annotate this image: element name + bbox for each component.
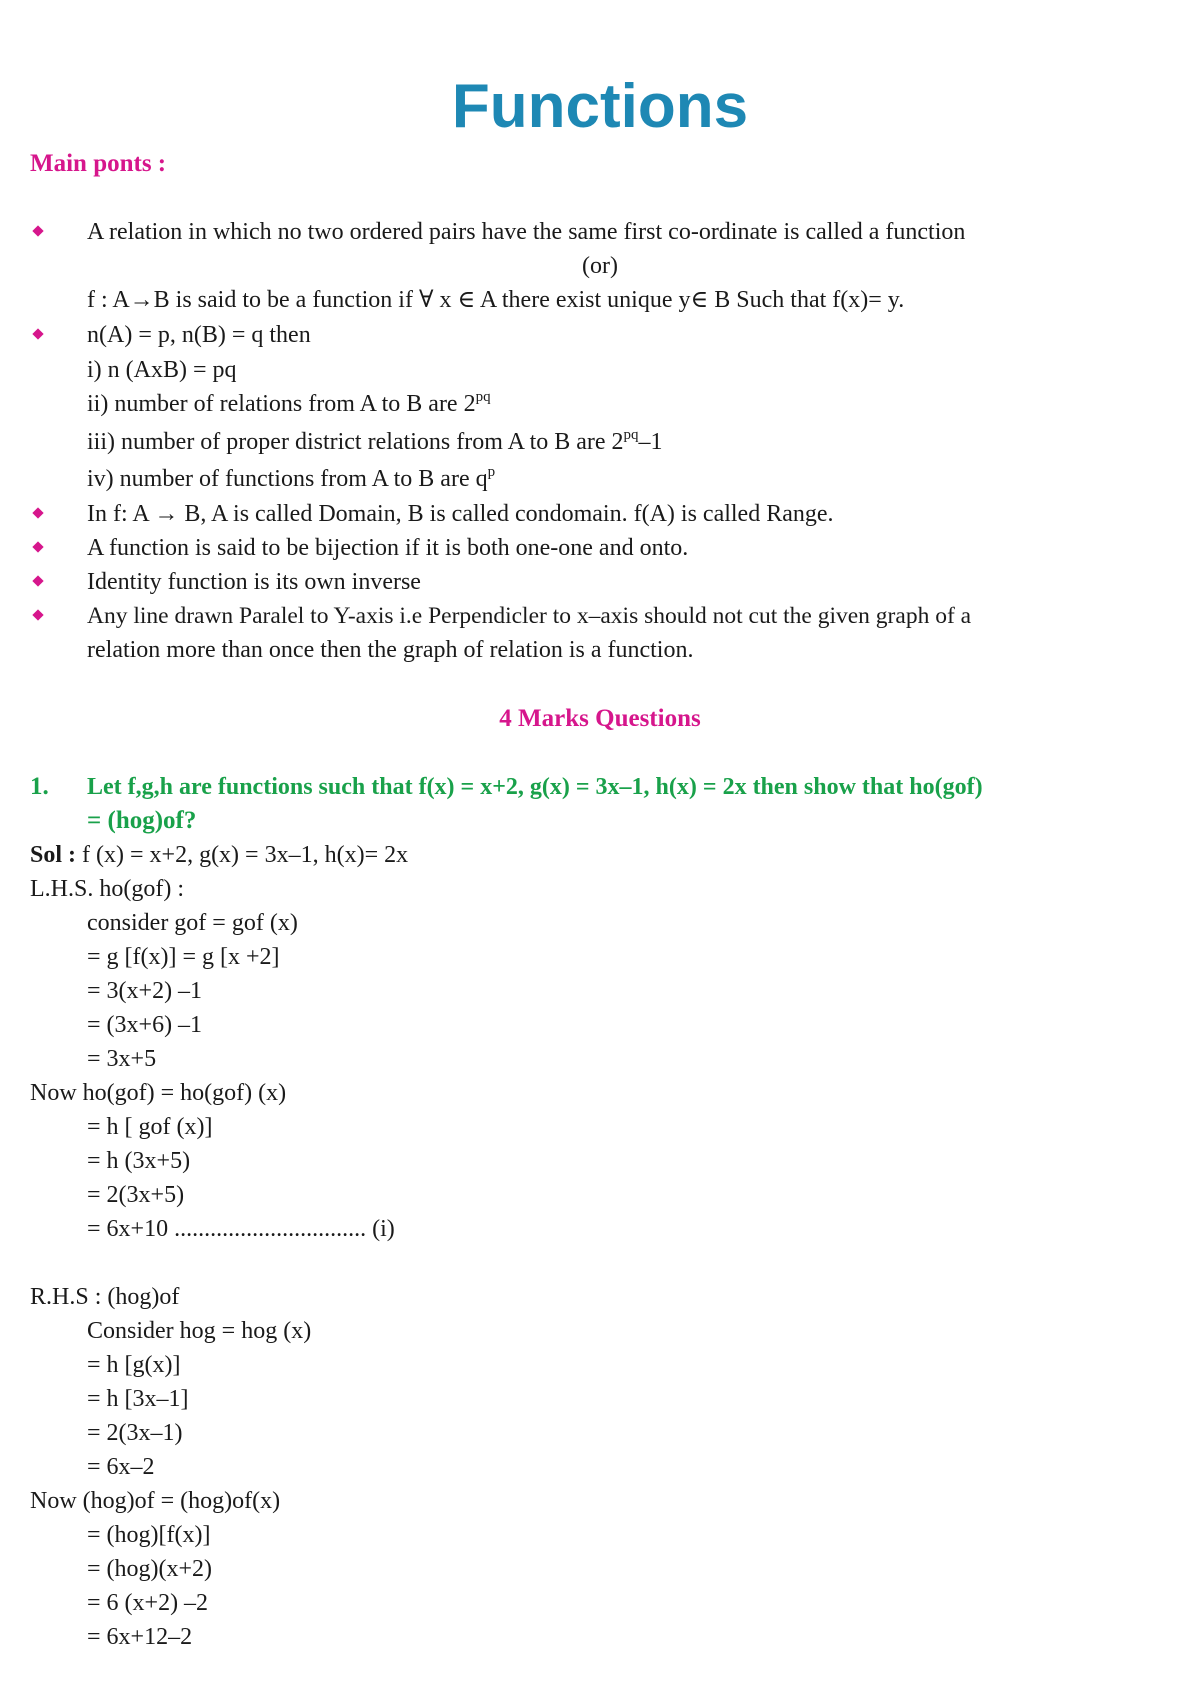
lhs-heading: L.H.S. ho(gof) : bbox=[30, 876, 184, 902]
bullet-diamond-icon bbox=[33, 226, 44, 237]
rhs-line: Consider hog = hog (x) bbox=[87, 1318, 312, 1344]
point-2-i: i) n (AxB) = pq bbox=[87, 357, 237, 383]
main-points-heading: Main ponts : bbox=[30, 150, 167, 177]
rhs-line: = h [3x–1] bbox=[87, 1386, 189, 1412]
rhs-heading: R.H.S : (hog)of bbox=[30, 1284, 180, 1310]
rhs-line: = h [g(x)] bbox=[87, 1352, 181, 1378]
page-title: Functions bbox=[451, 72, 749, 141]
lhs-line: = (3x+6) –1 bbox=[87, 1012, 203, 1038]
point-4: A function is said to be bijection if it is both one-one and onto. bbox=[87, 535, 689, 561]
now-lhs-line: = h [ gof (x)] bbox=[87, 1114, 213, 1140]
now-rhs-line: = 6x+12–2 bbox=[87, 1624, 193, 1650]
point-2: n(A) = p, n(B) = q then bbox=[87, 322, 311, 348]
bullet-diamond-icon bbox=[33, 329, 44, 340]
bullet-diamond-icon bbox=[33, 576, 44, 587]
question-line-1: Let f,g,h are functions such that f(x) = x+2, g(x) = 3x–1, h(x) = 2x then show that ho(gof) bbox=[87, 774, 983, 800]
solution-given: Sol : f (x) = x+2, g(x) = 3x–1, h(x)= 2x bbox=[30, 842, 409, 868]
rhs-line: = 2(3x–1) bbox=[87, 1420, 183, 1446]
point-2-iv: iv) number of functions from A to B are $q^p$ bbox=[87, 464, 496, 492]
point-2-ii: ii) number of relations from A to B are $2^{pq}$ bbox=[87, 389, 491, 417]
question-number: 1. bbox=[30, 773, 49, 800]
point-2-iii: iii) number of proper district relations from A to B are $2^{pq}-1$ bbox=[87, 427, 663, 455]
bullet-diamond-icon bbox=[33, 610, 44, 621]
bullet-diamond-icon bbox=[33, 508, 44, 519]
lhs-line: = g [f(x)] = g [x +2] bbox=[87, 944, 280, 970]
question-line-2: = (hog)of? bbox=[87, 807, 197, 834]
point-3: In f: A → B, A is called Domain, B is called condomain. f(A) is called Range. bbox=[87, 501, 834, 527]
now-lhs-line: = h (3x+5) bbox=[87, 1148, 191, 1174]
lhs-line: = 3x+5 bbox=[87, 1046, 157, 1072]
point-1-definition: f : A→B is said to be a function if ∀ x ∈ A there exist unique y∈ B Such that f(x)= y. bbox=[87, 287, 905, 313]
point-6-line-2: relation more than once then the graph of relation is a function. bbox=[87, 637, 694, 663]
now-rhs-line: = 6 (x+2) –2 bbox=[87, 1590, 209, 1616]
now-lhs-heading: Now ho(gof) = ho(gof) (x) bbox=[30, 1080, 287, 1106]
now-lhs-line: = 2(3x+5) bbox=[87, 1182, 185, 1208]
point-6-line-1: Any line drawn Paralel to Y-axis i.e Perpendicler to x–axis should not cut the given graph of a bbox=[87, 603, 972, 629]
now-rhs-line: = (hog)[f(x)] bbox=[87, 1522, 211, 1548]
lhs-line: = 3(x+2) –1 bbox=[87, 978, 203, 1004]
now-lhs-line: = 6x+10 ................................ (i) bbox=[87, 1216, 395, 1242]
lhs-line: consider gof = gof (x) bbox=[87, 910, 298, 936]
point-1: A relation in which no two ordered pairs have the same first co-ordinate is called a function bbox=[87, 219, 966, 245]
bullet-diamond-icon bbox=[33, 542, 44, 553]
rhs-line: = 6x–2 bbox=[87, 1454, 155, 1480]
point-5: Identity function is its own inverse bbox=[87, 569, 421, 595]
now-rhs-heading: Now (hog)of = (hog)of(x) bbox=[30, 1488, 281, 1514]
point-or: (or) bbox=[582, 253, 618, 279]
now-rhs-line: = (hog)(x+2) bbox=[87, 1556, 213, 1582]
section-heading: 4 Marks Questions bbox=[499, 705, 701, 732]
